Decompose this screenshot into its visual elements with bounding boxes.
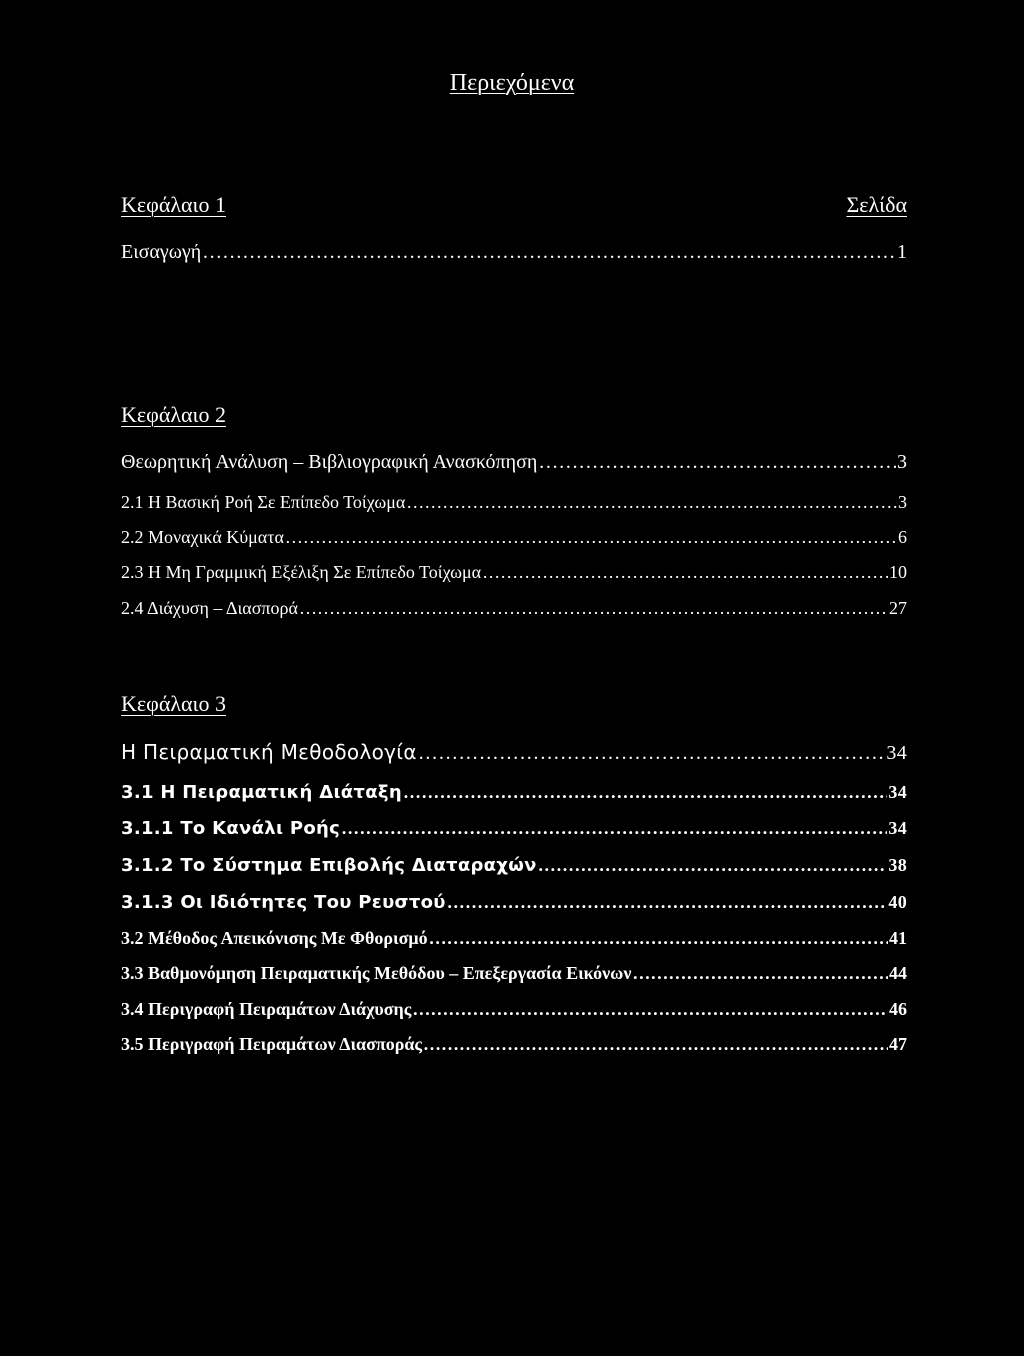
toc-entry-page: 34 [886,742,907,764]
toc-entry-text: 3.3 Βαθμονόμηση Πειραματικής Μεθόδου – Επεξεργασία Εικόνων [121,963,632,983]
leader-dots [285,527,897,548]
leader-dots [538,855,888,876]
toc-entry-page: 3 [897,451,907,473]
toc-entry [121,1034,907,1055]
toc-entry [121,598,907,619]
toc-entry [121,562,907,583]
toc-entry [121,892,907,913]
toc-entry-page: 41 [889,928,907,948]
toc-entry-text: 3.1.1 Το Κανάλι Ροής [121,818,341,839]
toc-entry-text: 2.3 Η Μη Γραμμική Εξέλιξη Σε Επίπεδο Τοίχωμα [121,562,482,582]
leader-dots [403,782,887,803]
toc-entry-page: 34 [888,818,907,838]
toc-entry [121,999,907,1020]
toc-entry-text: 3.1 Η Πειραματική Διάταξη [121,782,402,803]
chapter-3-heading: Κεφάλαιο 3 [121,691,226,716]
toc-entry-text: 2.4 Διάχυση – Διασπορά [121,598,298,618]
leader-dots [412,999,888,1020]
toc-entry-text: Εισαγωγή [121,241,202,263]
toc-entry [121,963,907,984]
toc-entry-page: 1 [897,241,907,263]
page-column-heading: Σελίδα [846,192,907,217]
leader-dots [423,1034,888,1055]
toc-entry-text: 2.1 Η Βασική Ροή Σε Επίπεδο Τοίχωμα [121,492,406,512]
toc-entry-page: 40 [888,892,907,912]
toc-entry-page: 27 [889,598,907,618]
leader-dots [299,598,888,619]
toc-entry [121,740,907,765]
leader-dots [406,492,897,513]
toc-entry-page: 3 [898,492,907,512]
toc-entry [121,451,907,474]
toc-entry-page: 34 [888,782,907,802]
toc-entry-text: 3.1.2 Το Σύστημα Επιβολής Διαταραχών [121,855,537,876]
leader-dots [418,742,886,765]
toc-entry-text: 2.2 Μοναχικά Κύματα [121,527,284,547]
leader-dots [482,562,888,583]
toc-entry-page: 6 [898,527,907,547]
toc-entry-text: Θεωρητική Ανάλυση – Βιβλιογραφική Ανασκόπηση [121,451,538,473]
toc-entry-page: 46 [889,999,907,1019]
toc-entry-page: 47 [889,1034,907,1054]
toc-entry [121,527,907,548]
toc-entry-text: 3.1.3 Οι Ιδιότητες Του Ρευστού [121,892,446,913]
chapter-1-heading: Κεφάλαιο 1 [121,192,226,217]
toc-entry [121,241,907,264]
page-title: Περιεχόμενα [449,70,575,96]
leader-dots [341,818,887,839]
toc-entry [121,928,907,949]
leader-dots [202,241,896,264]
leader-dots [632,963,888,984]
toc-entry [121,492,907,513]
leader-dots [447,892,888,913]
toc-entry [121,818,907,839]
toc-entry-page: 38 [888,855,907,875]
leader-dots [429,928,888,949]
toc-entry-text: 3.5 Περιγραφή Πειραμάτων Διασποράς [121,1034,422,1054]
toc-entry-page: 44 [889,963,907,983]
chapter-2-heading: Κεφάλαιο 2 [121,402,226,427]
toc-entry [121,782,907,803]
toc-entry-text: 3.4 Περιγραφή Πειραμάτων Διάχυσης [121,999,412,1019]
toc-entry [121,855,907,876]
toc-entry-text: 3.2 Μέθοδος Απεικόνισης Με Φθορισμό [121,928,428,948]
leader-dots [538,451,896,474]
toc-entry-text: Η Πειραματική Μεθοδολογία [121,740,417,764]
toc-entry-page: 10 [889,562,907,582]
